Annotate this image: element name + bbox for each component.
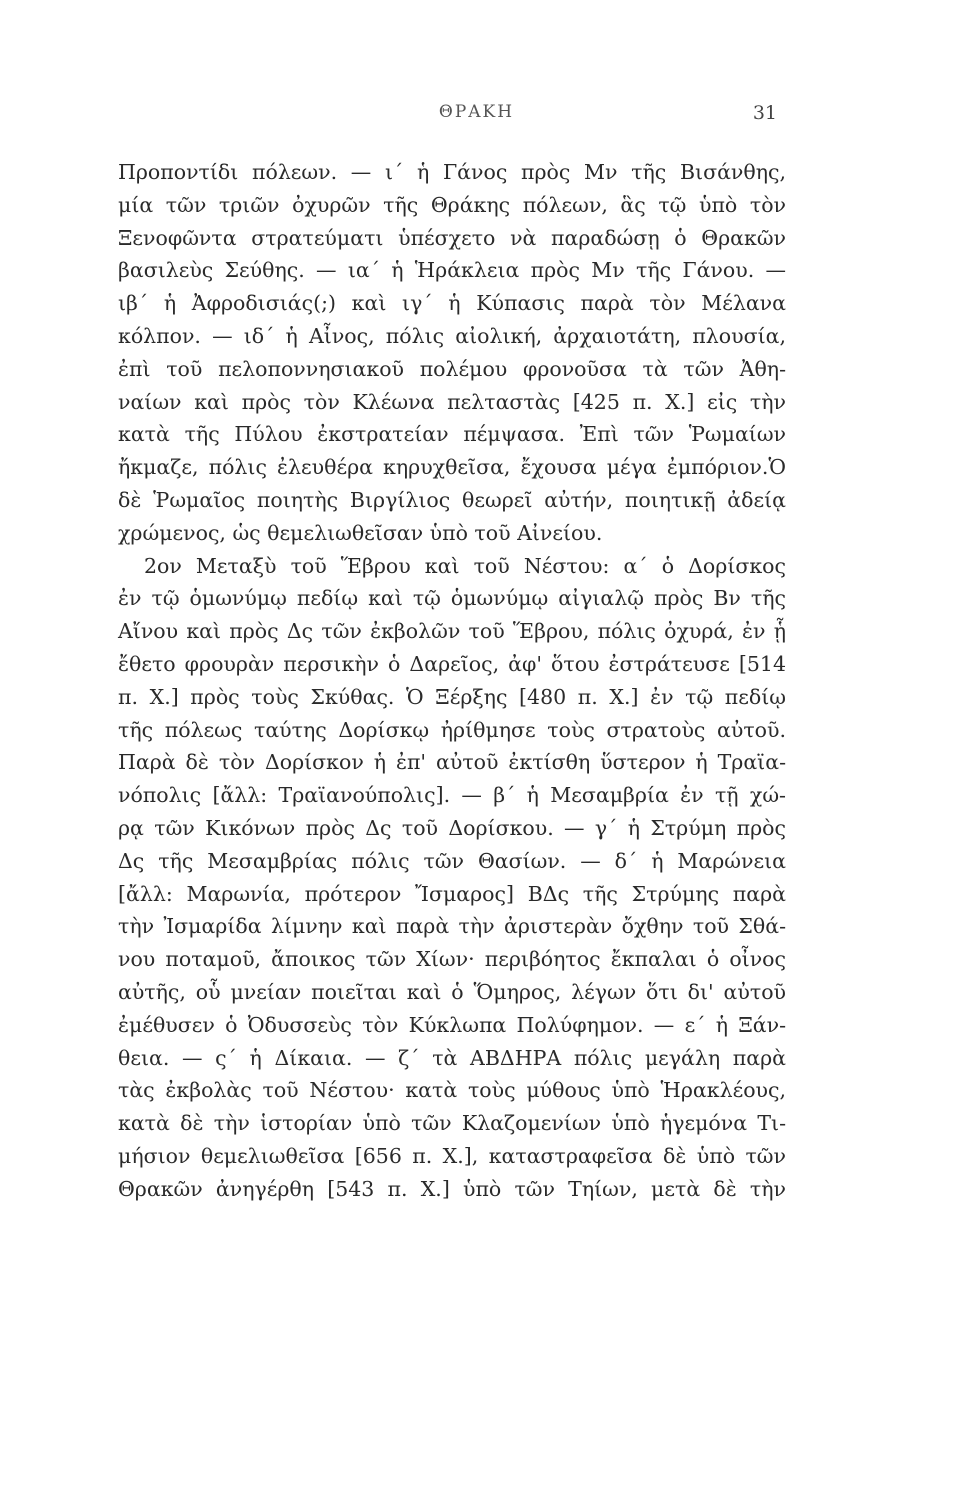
running-head (0, 102, 953, 126)
text-line: Προποντίδι πόλεων. — ι΄ ἡ Γάνος πρὸς Μν τῆς Βισάνθης, (118, 160, 786, 184)
text-line: θεια. — ς΄ ἡ Δίκαια. — ζ΄ τὰ ΑΒΔΗΡΑ πόλις μεγάλη παρὰ (118, 1045, 786, 1070)
text-line: Θρακῶν ἀνηγέρθη [543 π. Χ.] ὑπὸ τῶν Τηίων, μετὰ δὲ τὴν (118, 1176, 786, 1201)
text-line: ἐμέθυσεν ὁ Ὀδυσσεὺς τὸν Κύκλωπα Πολύφημον. — ε΄ ἡ Ξάν- (118, 1012, 786, 1037)
text-line: νόπολις [ἄλλ: Τραϊανούπολις]. — β΄ ἡ Μεσαμβρία ἐν τῇ χώ- (118, 783, 786, 808)
text-line: αὐτῆς, οὗ μνείαν ποιεῖται καὶ ὁ Ὅμηρος, λέγων ὅτι δι' αὐτοῦ (118, 979, 786, 1004)
text-line: μία τῶν τριῶν ὀχυρῶν τῆς Θράκης πόλεων, ἃς τῷ ὑπὸ τὸν (118, 192, 786, 217)
text-line: ἐπὶ τοῦ πελοποννησιακοῦ πολέμου φρονοῦσα τὰ τῶν Ἀθη- (118, 356, 786, 381)
text-line: ἔθετο φρουρὰν περσικὴν ὁ Δαρεῖος, ἀφ' ὅτου ἐστράτευσε [514 (118, 651, 786, 676)
text-line: ναίων καὶ πρὸς τὸν Κλέωνα πελταστὰς [425 π. Χ.] εἰς τὴν (118, 389, 786, 414)
text-line: νου ποταμοῦ, ἄποικος τῶν Χίων· περιβόητος ἔκπαλαι ὁ οἶνος (118, 947, 786, 972)
text-line: Αἴνου καὶ πρὸς Δς τῶν ἐκβολῶν τοῦ Ἕβρου, πόλις ὀχυρά, ἐν ᾗ (118, 619, 786, 644)
text-line: δὲ Ῥωμαῖος ποιητὴς Βιργίλιος θεωρεῖ αὐτήν, ποιητικῇ ἀδείᾳ (118, 487, 786, 512)
body-text (118, 156, 786, 1206)
text-line: τὴν Ἰσμαρίδα λίμνην καὶ παρὰ τὴν ἀριστερὰν ὄχθην τοῦ Σθά- (118, 914, 786, 939)
text-line: Παρὰ δὲ τὸν Δορίσκον ἡ ἐπ' αὐτοῦ ἐκτίσθη ὕστερον ἡ Τραϊα- (118, 750, 786, 775)
text-line: κατὰ δὲ τὴν ἱστορίαν ὑπὸ τῶν Κλαζομενίων ὑπὸ ἡγεμόνα Τι- (118, 1111, 786, 1136)
text-line: ιβ΄ ἡ Ἀφροδισιάς(;) καὶ ιγ΄ ἡ Κύπασις παρὰ τὸν Μέλανα (118, 291, 786, 316)
text-line: ἤκμαζε, πόλις ἐλευθέρα κηρυχθεῖσα, ἔχουσα μέγα ἐμπόριον.Ὁ (118, 455, 786, 480)
text-line: ρᾳ τῶν Κικόνων πρὸς Δς τοῦ Δορίσκου. — γ΄ ἡ Στρύμη πρὸς (118, 815, 786, 840)
text-line: π. Χ.] πρὸς τοὺς Σκύθας. Ὁ Ξέρξης [480 π. Χ.] ἐν τῷ πεδίῳ (118, 684, 786, 709)
text-line: κατὰ τῆς Πύλου ἐκστρατείαν πέμψασα. Ἐπὶ τῶν Ῥωμαίων (118, 422, 786, 447)
running-title: ΘΡΑΚΗ (438, 102, 515, 122)
text-line: τὰς ἐκβολὰς τοῦ Νέστου· κατὰ τοὺς μύθους ὑπὸ Ἡρακλέους, (118, 1078, 786, 1103)
text-line: [ἄλλ: Μαρωνία, πρότερον Ἴσμαρος] ΒΔς τῆς Στρύμης παρὰ (118, 881, 786, 906)
text-line: ἐν τῷ ὁμωνύμῳ πεδίῳ καὶ τῷ ὁμωνύμῳ αἰγιαλῷ πρὸς Βν τῆς (118, 586, 786, 611)
text-line: 2ον Μεταξὺ τοῦ Ἕβρου καὶ τοῦ Νέστου: α΄ ὁ Δορίσκος (144, 553, 786, 578)
text-line: τῆς πόλεως ταύτης Δορίσκῳ ἠρίθμησε τοὺς στρατοὺς αὐτοῦ. (118, 717, 786, 742)
text-line: μήσιον θεμελιωθεῖσα [656 π. Χ.], καταστραφεῖσα δὲ ὑπὸ τῶν (118, 1143, 786, 1168)
text-line: χρώμενος, ὡς θεμελιωθεῖσαν ὑπὸ τοῦ Αἰνείου. (118, 520, 603, 545)
text-line: κόλπον. — ιδ΄ ἡ Αἶνος, πόλις αἰολική, ἀρχαιοτάτη, πλουσία, (118, 323, 786, 348)
text-line: Ξενοφῶντα στρατεύματι ὑπέσχετο νὰ παραδώσῃ ὁ Θρακῶν (118, 225, 786, 250)
page-number: 31 (752, 102, 777, 124)
text-line: Δς τῆς Μεσαμβρίας πόλις τῶν Θασίων. — δ΄ ἡ Μαρώνεια (118, 848, 786, 873)
text-line: βασιλεὺς Σεύθης. — ια΄ ἡ Ἡράκλεια πρὸς Μν τῆς Γάνου. — (118, 258, 786, 283)
